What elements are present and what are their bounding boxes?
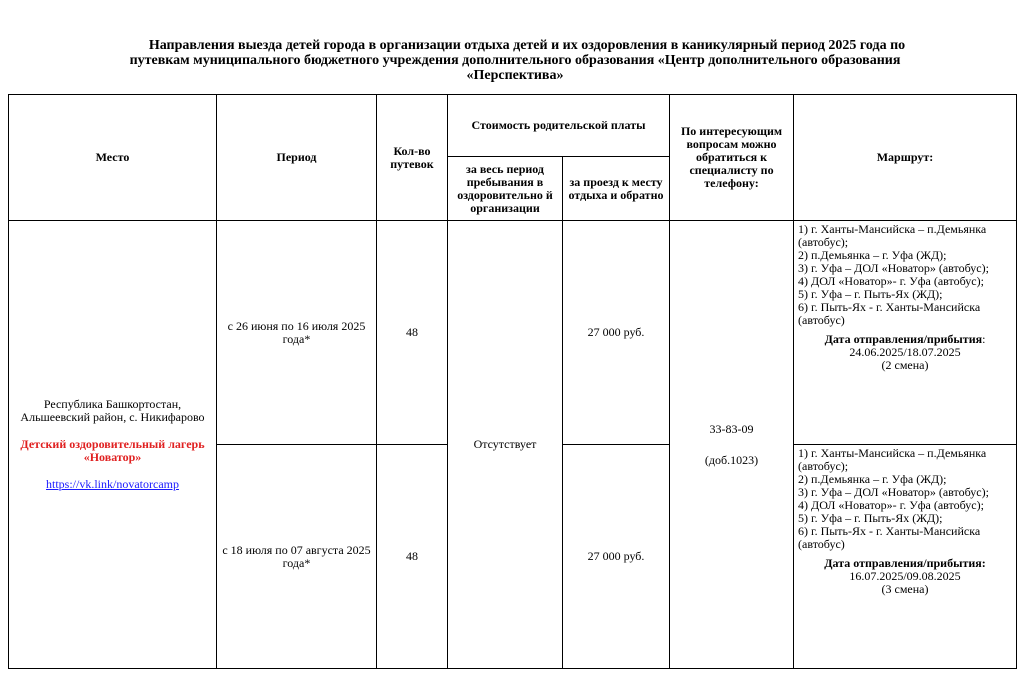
route-step: 5) г. Уфа – г. Пыть-Ях (ЖД); <box>798 287 943 301</box>
dates-sep: : <box>982 332 986 346</box>
title-line-2: путевкам муниципального бюджетного учреждения дополнительного образования «Центр дополнительного образования <box>129 53 901 68</box>
period-cell: с 26 июня по 16 июля 2025 года* <box>217 221 377 445</box>
document-title <box>40 38 990 83</box>
count-cell: 48 <box>377 445 448 669</box>
header-contact: По интересующим вопросам можно обратиться к специалисту по телефону: <box>670 95 794 221</box>
contact-ext: (доб.1023) <box>704 452 759 467</box>
header-cost: Стоимость родительской платы <box>448 95 670 157</box>
travel-cost-cell: 27 000 руб. <box>563 221 670 445</box>
shift-label: (3 смена) <box>881 582 929 596</box>
header-count: Кол-во путевок <box>377 95 448 221</box>
header-period: Период <box>217 95 377 221</box>
schedule-table <box>8 94 1017 669</box>
title-line-3: «Перспектива» <box>466 68 564 83</box>
route-step: 3) г. Уфа – ДОЛ «Новатор» (автобус); <box>798 485 989 499</box>
header-cost-full: за весь период пребывания в оздоровительно й организации <box>448 157 563 221</box>
dates-label: Дата отправления/прибытия: <box>824 556 986 570</box>
route-cell <box>794 221 1017 445</box>
header-route: Маршрут: <box>794 95 1017 221</box>
camp-name: Детский оздоровительный лагерь «Новатор» <box>20 437 205 464</box>
count-cell: 48 <box>377 221 448 445</box>
dates-label: Дата отправления/прибытия <box>824 332 983 346</box>
route-cell <box>794 445 1017 669</box>
cost-full-cell: Отсутствует <box>448 221 563 669</box>
travel-cost-cell: 27 000 руб. <box>563 445 670 669</box>
route-step: 4) ДОЛ «Новатор»- г. Уфа (автобус); <box>798 274 984 288</box>
route-dates <box>798 557 1012 596</box>
dates-value: 16.07.2025/09.08.2025 <box>849 569 961 583</box>
route-step: 2) п.Демьянка – г. Уфа (ЖД); <box>798 472 947 486</box>
contact-cell <box>670 221 794 669</box>
title-line-1: Направления выезда детей города в организации отдыха детей и их оздоровления в каникулярный период 2025 года по <box>148 38 906 53</box>
place-address: Республика Башкортостан, Альшеевский район, с. Никифарово <box>20 397 205 424</box>
route-step: 5) г. Уфа – г. Пыть-Ях (ЖД); <box>798 511 943 525</box>
route-step: 6) г. Пыть-Ях - г. Ханты-Мансийска (автобус) <box>798 524 981 551</box>
header-place: Место <box>9 95 217 221</box>
route-step: 4) ДОЛ «Новатор»- г. Уфа (автобус); <box>798 498 984 512</box>
place-cell <box>9 221 217 669</box>
route-step: 2) п.Демьянка – г. Уфа (ЖД); <box>798 248 947 262</box>
route-dates <box>798 333 1012 372</box>
camp-link[interactable]: https://vk.link/novatorcamp <box>46 477 179 491</box>
route-step: 3) г. Уфа – ДОЛ «Новатор» (автобус); <box>798 261 989 275</box>
route-step: 6) г. Пыть-Ях - г. Ханты-Мансийска (автобус) <box>798 300 981 327</box>
header-cost-travel: за проезд к месту отдыха и обратно <box>563 157 670 221</box>
shift-label: (2 смена) <box>881 358 929 372</box>
route-step: 1) г. Ханты-Мансийска – п.Демьянка (автобус); <box>798 446 987 473</box>
dates-value: 24.06.2025/18.07.2025 <box>849 345 961 359</box>
period-cell: с 18 июля по 07 августа 2025 года* <box>217 445 377 669</box>
route-step: 1) г. Ханты-Мансийска – п.Демьянка (автобус); <box>798 222 987 249</box>
contact-phone: 33-83-09 <box>709 421 754 436</box>
